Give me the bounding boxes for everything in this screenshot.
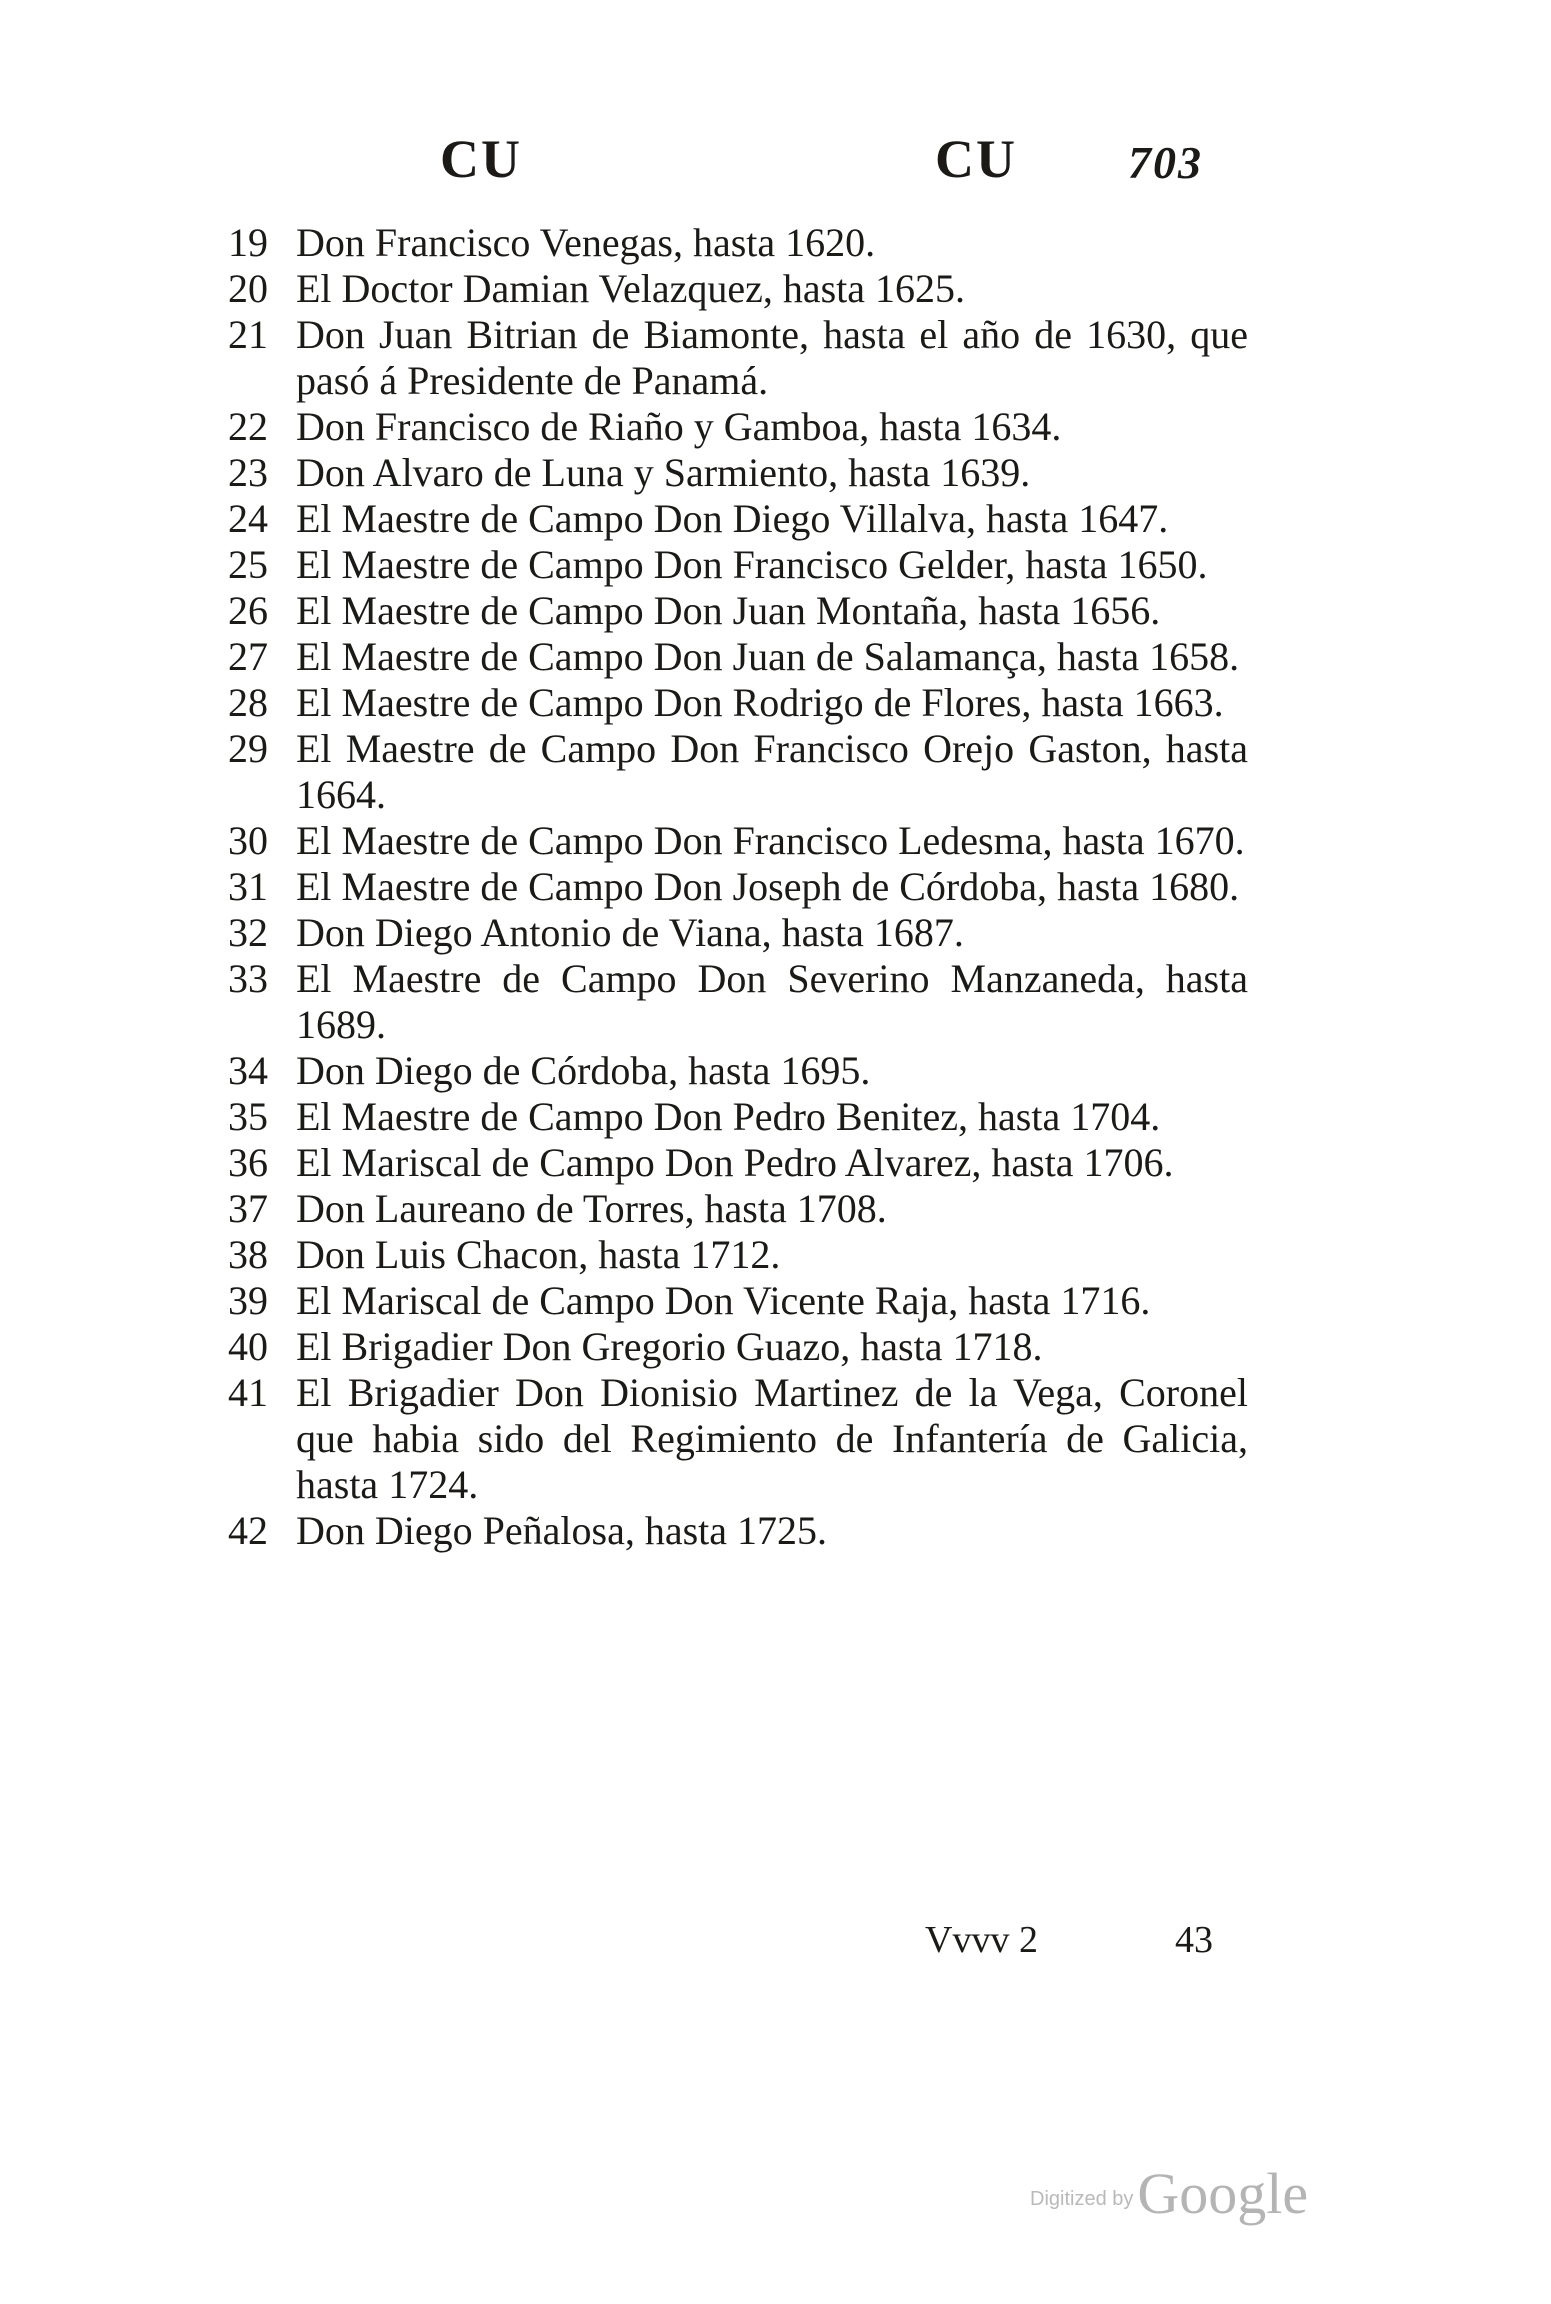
list-item [228, 404, 1248, 450]
entry-text: El Maestre de Campo Don Joseph de Córdoba, hasta 1680. [296, 864, 1240, 909]
entry-text: El Maestre de Campo Don Francisco Orejo Gaston, hasta 1664. [296, 726, 1248, 817]
entry-number: 31 [228, 864, 268, 909]
header-left-catchword: CU [440, 129, 522, 189]
entry-number: 26 [228, 588, 268, 633]
entry-number: 36 [228, 1140, 268, 1185]
entry-text: Don Francisco Venegas, hasta 1620. [296, 220, 876, 265]
entry-number: 19 [228, 220, 268, 265]
entry-text: El Maestre de Campo Don Francisco Ledesma, hasta 1670. [296, 818, 1245, 863]
list-item [228, 1140, 1248, 1186]
list-item [228, 1370, 1248, 1508]
entry-text: El Maestre de Campo Don Severino Manzaneda, hasta 1689. [296, 956, 1248, 1047]
list-item [228, 450, 1248, 496]
list-item [228, 266, 1248, 312]
entry-text: Don Diego de Córdoba, hasta 1695. [296, 1048, 871, 1093]
entry-text: Don Laureano de Torres, hasta 1708. [296, 1186, 887, 1231]
list-item [228, 1048, 1248, 1094]
list-item [228, 634, 1248, 680]
list-item [228, 910, 1248, 956]
entry-text: El Maestre de Campo Don Diego Villalva, hasta 1647. [296, 496, 1169, 541]
list-item [228, 1324, 1248, 1370]
entry-number: 27 [228, 634, 268, 679]
printer-signature: Vvvv 2 [925, 1919, 1038, 1961]
leaf-number: 43 [1175, 1919, 1213, 1961]
entry-number: 21 [228, 312, 268, 357]
entry-text: Don Diego Peñalosa, hasta 1725. [296, 1508, 828, 1553]
governor-list [228, 220, 1248, 1554]
entry-number: 41 [228, 1370, 268, 1415]
entry-number: 22 [228, 404, 268, 449]
list-item [228, 312, 1248, 404]
entry-number: 35 [228, 1094, 268, 1139]
watermark-small-text: Digitized by [1030, 2188, 1134, 2210]
list-item [228, 726, 1248, 818]
entry-text: El Mariscal de Campo Don Pedro Alvarez, hasta 1706. [296, 1140, 1174, 1185]
entry-text: Don Francisco de Riaño y Gamboa, hasta 1634. [296, 404, 1062, 449]
entry-number: 29 [228, 726, 268, 771]
list-item [228, 680, 1248, 726]
entry-number: 23 [228, 450, 268, 495]
entry-number: 28 [228, 680, 268, 725]
entry-text: El Maestre de Campo Don Francisco Gelder, hasta 1650. [296, 542, 1208, 587]
entry-text: El Maestre de Campo Don Juan de Salamança, hasta 1658. [296, 634, 1240, 679]
entry-number: 25 [228, 542, 268, 587]
entry-text: El Maestre de Campo Don Pedro Benitez, hasta 1704. [296, 1094, 1161, 1139]
list-item [228, 496, 1248, 542]
list-item [228, 818, 1248, 864]
entry-text: El Brigadier Don Dionisio Martinez de la Vega, Coronel que habia sido del Regimiento de Infantería de Galicia, hasta 1724. [296, 1370, 1248, 1507]
list-item [228, 1186, 1248, 1232]
watermark-logo-text: Google [1137, 2161, 1309, 2226]
list-item [228, 1508, 1248, 1554]
entry-text: El Maestre de Campo Don Rodrigo de Flores, hasta 1663. [296, 680, 1224, 725]
list-item [228, 588, 1248, 634]
entry-number: 39 [228, 1278, 268, 1323]
list-item [228, 956, 1248, 1048]
entry-text: El Mariscal de Campo Don Vicente Raja, hasta 1716. [296, 1278, 1151, 1323]
entry-number: 20 [228, 266, 268, 311]
page-number: 703 [1128, 137, 1203, 188]
entry-number: 33 [228, 956, 268, 1001]
entry-number: 37 [228, 1186, 268, 1231]
entry-text: El Maestre de Campo Don Juan Montaña, hasta 1656. [296, 588, 1161, 633]
entry-text: El Doctor Damian Velazquez, hasta 1625. [296, 266, 966, 311]
list-item [228, 220, 1248, 266]
entry-text: Don Luis Chacon, hasta 1712. [296, 1232, 781, 1277]
entry-number: 38 [228, 1232, 268, 1277]
entry-text: El Brigadier Don Gregorio Guazo, hasta 1718. [296, 1324, 1043, 1369]
entry-number: 40 [228, 1324, 268, 1369]
entry-text: Don Alvaro de Luna y Sarmiento, hasta 1639. [296, 450, 1031, 495]
entry-number: 24 [228, 496, 268, 541]
list-item [228, 864, 1248, 910]
list-item [228, 1232, 1248, 1278]
entry-number: 34 [228, 1048, 268, 1093]
running-header [0, 128, 1551, 208]
entry-text: Don Juan Bitrian de Biamonte, hasta el año de 1630, que pasó á Presidente de Panamá. [296, 312, 1248, 403]
list-item [228, 1278, 1248, 1324]
list-item [228, 1094, 1248, 1140]
entry-number: 30 [228, 818, 268, 863]
entry-number: 42 [228, 1508, 268, 1553]
entry-text: Don Diego Antonio de Viana, hasta 1687. [296, 910, 964, 955]
digitized-watermark [1030, 2160, 1308, 2227]
list-item [228, 542, 1248, 588]
entry-number: 32 [228, 910, 268, 955]
header-right-catchword: CU [935, 129, 1017, 189]
